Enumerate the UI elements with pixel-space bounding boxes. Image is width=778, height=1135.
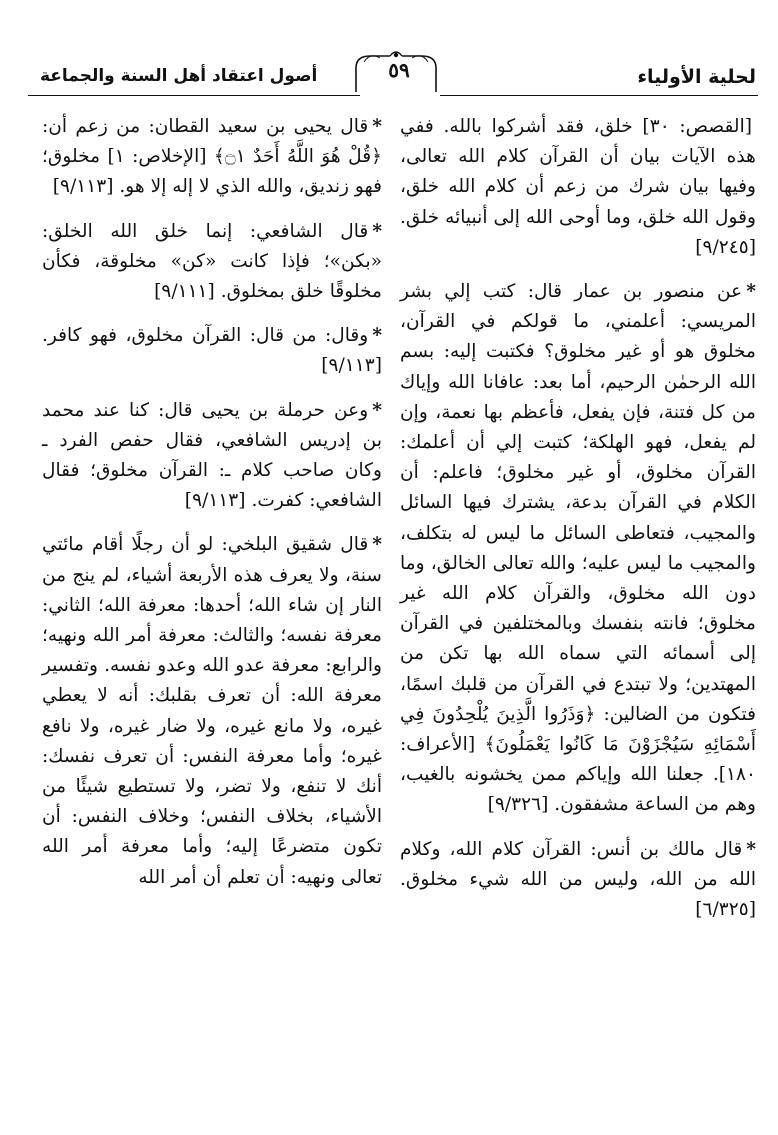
left-column (42, 112, 382, 907)
paragraph-star: * (746, 838, 756, 860)
paragraph (42, 396, 382, 517)
paragraph (42, 112, 382, 203)
paragraph-text: قال مالك بن أنس: القرآن كلام الله، وكلام الله من الله، وليس من الله شيء مخلوق. [٦/٣٢٥] (400, 838, 756, 921)
paragraph (400, 112, 756, 263)
paragraph-text: قال الشافعي: إنما خلق الله الخلق: «بكن»؛ فإذا كانت «كن» مخلوقة، فكأن مخلوقًا خلق بمخلوق. [٩/١١١] (42, 220, 382, 303)
paragraph-text: قال شقيق البلخي: لو أن رجلًا أقام مائتي سنة، ولا يعرف هذه الأربعة أشياء، لم ينج من النار إن شاء الله؛ أحدها: معرفة الله؛ الثاني: معرفة نفسه؛ والثالث: معرفة أمر الله ونهيه؛ والرابع: معرفة عدو الله وعدو نفسه. وتفسير معرفة الله: أن تعرف بقلبك: أنه لا يعطي غيره، ولا مانع غيره، ولا ضار غيره، ولا نافع غيره؛ وأما معرفة النفس: أن تعرف نفسك: أنك لا تنفع، ولا تضر، ولا تستطيع شيئًا من الأشياء، بخلاف النفس؛ وخلاف النفس: أن تكون متضرعًا إليه؛ وأما معرفة أمر الله تعالى ونهيه: أن تعلم أن أمر الله (42, 534, 382, 888)
paragraph-star: * (372, 116, 382, 137)
paragraph (400, 835, 756, 926)
section-title: أصول اعتقاد أهل السنة والجماعة (40, 66, 318, 86)
paragraph-text: [القصص: ٣٠] خلق، فقد أشركوا بالله. ففي هذه الآيات بيان أن القرآن كلام الله تعالى، وفيها بيان شرك من زعم أن كلام الله خلق، وقول الله خلق، وما أوحى الله إلى أنبيائه خلق. [٩/٢٤٥] (400, 116, 756, 258)
paragraph-star: * (372, 534, 382, 556)
paragraph-text: عن منصور بن عمار قال: كتب إلي بشر المريسي: أعلمني، ما قولكم في القرآن، مخلوق هو أو غير مخلوق؟ فكتبت إليه: بسم الله الرحمٰن الرحيم، أما بعد: عافانا الله وإياك من كل فتنة، فإن يفعل، فأعظم بها نعمة، وإن لم يفعل، فهو الهلكة؛ كتبت إلي أن أعلمك: القرآن مخلوق، أو غير مخلوق؛ فاعلم: أن الكلام في القرآن بدعة، يشترك فيها السائل والمجيب، فتعاطى السائل ما ليس له بتكلف، والمجيب ما ليس عليه؛ والله تعالى الخالق، وما دون الله مخلوق، والقرآن كلام الله غير مخلوق؛ فانته بنفسك وبالمختلفين في القرآن إلى أسمائه التي سماه الله بها تكن من المهتدين؛ ولا تبتدع في القرآن من قلبك اسمًا، فتكون من الضالين: ﴿وَذَرُوا الَّذِينَ يُلْحِدُونَ فِي أَسْمَائِهِ سَيُجْزَوْنَ مَا كَانُوا يَعْمَلُونَ﴾ [الأعراف: ١٨٠]. جعلنا الله وإياكم ممن يخشونه بالغيب، وهم من الساعة مشفقون. [٩/٣٢٦] (400, 281, 756, 816)
paragraph (42, 217, 382, 308)
paragraph (42, 321, 382, 381)
paragraph-star: * (372, 399, 382, 421)
paragraph-star: * (372, 220, 382, 242)
paragraph (400, 277, 756, 821)
paragraph-text: وعن حرملة بن يحيى قال: كنا عند محمد بن إدريس الشافعي، فقال حفص الفرد ـ وكان صاحب كلام ـ: القرآن مخلوق؛ فقال الشافعي: كفرت. [٩/١١٣] (42, 399, 382, 512)
paragraph-star: * (372, 325, 382, 347)
paragraph-text: قال يحيى بن سعيد القطان: من زعم أن: ﴿قُلْ هُوَ اللَّهُ أَحَدٌ ۝١﴾ [الإخلاص: ١] مخلوق؛ فهو زنديق، والله الذي لا إله إلا هو. [٩/١١٣] (42, 116, 382, 198)
page-number: ٥٩ (388, 58, 410, 82)
book-title: لحلية الأولياء (637, 66, 756, 88)
header-rule-left (28, 95, 360, 96)
paragraph-star: * (746, 281, 756, 303)
paragraph (42, 530, 382, 892)
right-column (400, 112, 756, 939)
header-rule-right (440, 95, 758, 96)
paragraph-text: وقال: من قال: القرآن مخلوق، فهو كافر. [٩/١١٣] (42, 325, 382, 377)
page-header (0, 0, 778, 100)
